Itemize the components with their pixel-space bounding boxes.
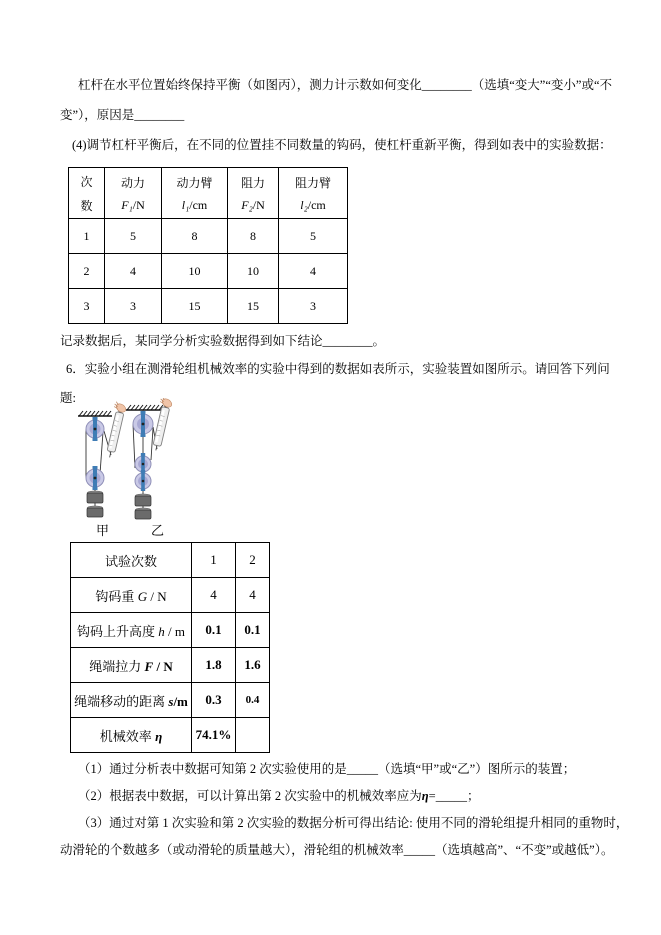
intro-line: (4)调节杠杆平衡后，在不同的位置挂不同数量的钩码，使杠杆重新平衡，得到如表中的实验数据： [72, 138, 612, 152]
ceiling-icon [78, 411, 112, 416]
figure-label-yi: 乙 [151, 523, 165, 538]
weight-icon [87, 506, 103, 517]
value-cell: 0.1 [236, 613, 270, 648]
weight-icon [87, 491, 103, 503]
table-row [69, 254, 348, 289]
lever-data-table [68, 167, 348, 324]
table-row [69, 219, 348, 254]
cell: 10 [162, 254, 228, 289]
pulley-system-yi [126, 398, 173, 519]
value-cell: 1.6 [236, 648, 270, 683]
cell: 15 [228, 289, 279, 324]
row-label: 钩码重 G / N [71, 578, 192, 613]
pulley-figure [70, 398, 200, 522]
lever-col-header: 阻力 F₂/N [228, 168, 279, 219]
cell: 1 [69, 219, 105, 254]
cell: 5 [279, 219, 348, 254]
cell: 4 [279, 254, 348, 289]
pulley-system-jia [78, 401, 127, 517]
table-row [69, 289, 348, 324]
intro-line: 杠杆在水平位置始终保持平衡（如图丙），测力计示数如何变化________（选填“变大”“变小”或“不 [78, 78, 612, 92]
row-label: 试验次数 [71, 543, 192, 578]
cell: 3 [69, 289, 105, 324]
pulley-systems-illustration [70, 398, 200, 522]
question-3-line-1: （3）通过对第 1 次实验和第 2 次实验的数据分析可得出结论: 使用不同的滑轮组提升相同的重物时， [78, 816, 629, 830]
value-cell: 0.4 [236, 683, 270, 718]
value-cell [236, 718, 270, 753]
q6-line: 6．实验小组在测滑轮组机械效率的实验中得到的数据如表所示，实验装置如图所示。请回答下列问 [66, 362, 610, 376]
lever-header-row [69, 168, 348, 219]
value-cell: 0.3 [192, 683, 236, 718]
cell: 2 [69, 254, 105, 289]
row-label: 机械效率 η [71, 718, 192, 753]
value-cell: 2 [236, 543, 270, 578]
cell: 10 [228, 254, 279, 289]
value-cell: 4 [192, 578, 236, 613]
figure-label-jia: 甲 [96, 523, 110, 538]
movable-pulley-icon [86, 466, 104, 490]
value-cell: 4 [236, 578, 270, 613]
cell: 3 [105, 289, 162, 324]
movable-pulley-icon [135, 470, 151, 491]
cell: 8 [228, 219, 279, 254]
question-1: （1）通过分析表中数据可知第 2 次实验使用的是_____（选填“甲”或“乙”）图所示的装置； [78, 762, 576, 776]
table-row [71, 578, 270, 613]
cell: 15 [162, 289, 228, 324]
question-3-line-2: 动滑轮的个数越多（或动滑轮的质量越大），滑轮组的机械效率_____（选填越高”、“不变”或越低”）。 [60, 843, 614, 857]
weight-icon [135, 494, 151, 506]
weight-icon [135, 508, 151, 519]
question-2: （2）根据表中数据，可以计算出第 2 次实验中的机械效率应为η=_____； [78, 789, 480, 803]
value-cell: 1 [192, 543, 236, 578]
row-label: 绳端拉力 F / N [71, 648, 192, 683]
table-row [71, 613, 270, 648]
hand-icon [113, 401, 128, 414]
table-row [71, 683, 270, 718]
lever-col-header: 阻力臂 l₂/cm [279, 168, 348, 219]
table-row [71, 648, 270, 683]
table-row [71, 543, 270, 578]
lever-col-header: 动力 F₁/N [105, 168, 162, 219]
pulley-data-table [70, 542, 270, 753]
q6-line: 题: [60, 391, 76, 405]
row-label: 钩码上升高度 h / m [71, 613, 192, 648]
row-label: 绳端移动的距离 s/m [71, 683, 192, 718]
value-cell: 1.8 [192, 648, 236, 683]
cell: 5 [105, 219, 162, 254]
cell: 4 [105, 254, 162, 289]
lever-col-header: 动力臂 l₁/cm [162, 168, 228, 219]
value-cell: 0.1 [192, 613, 236, 648]
intro-line: 变”），原因是________ [60, 108, 185, 122]
questions-block [60, 756, 629, 864]
fixed-pulley-icon [86, 417, 104, 441]
table-row [71, 718, 270, 753]
lever-col-header: 次 数 [69, 168, 105, 219]
cell: 3 [279, 289, 348, 324]
cell: 8 [162, 219, 228, 254]
fixed-pulley-icon [133, 411, 153, 437]
value-cell: 74.1% [192, 718, 236, 753]
intro-paragraph [60, 70, 620, 160]
conclusion-line: 记录数据后，某同学分析实验数据得到如下结论________。 [60, 334, 386, 348]
